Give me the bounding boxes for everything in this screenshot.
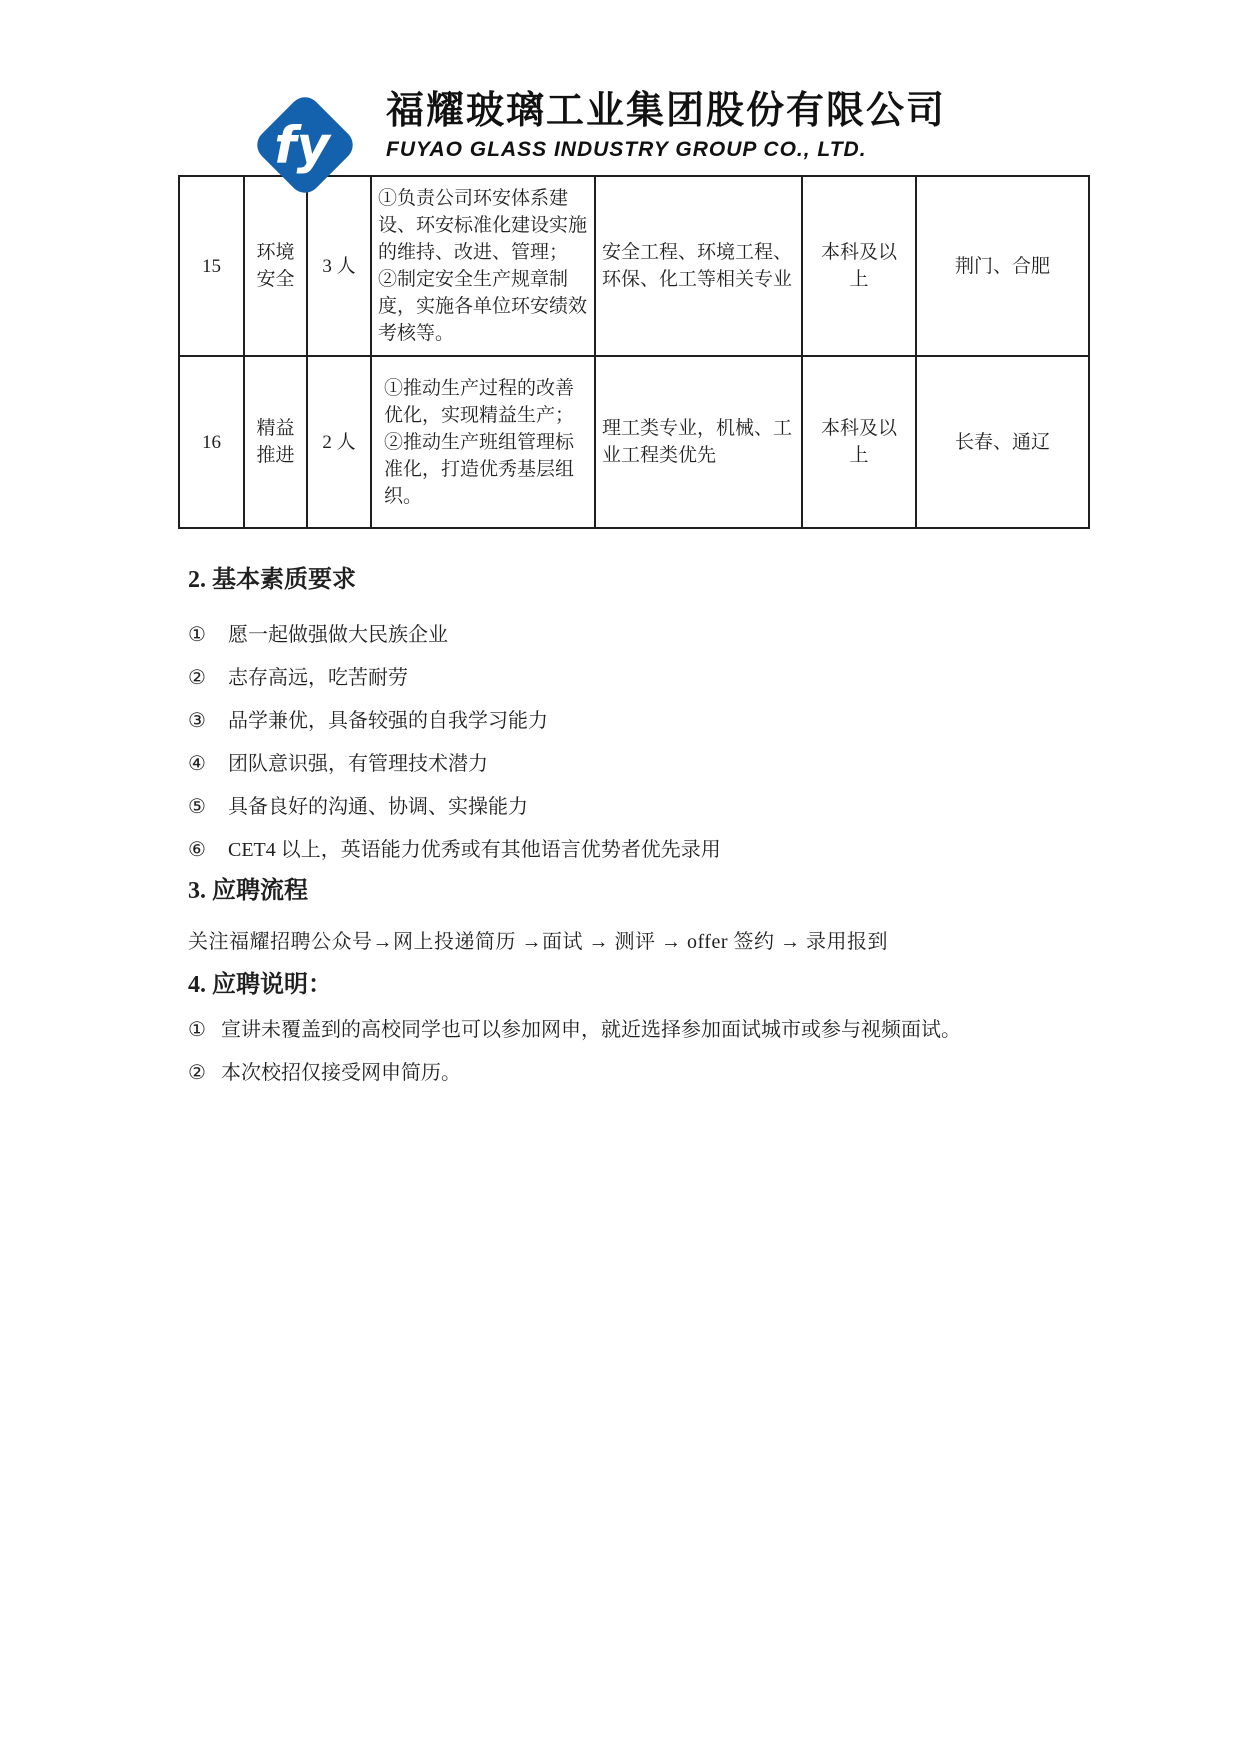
job-table xyxy=(178,175,1090,529)
list-item-text: 本次校招仅接受网申简历。 xyxy=(221,1062,461,1084)
note-item xyxy=(188,1016,1048,1044)
list-item-text: 品学兼优，具备较强的自我学习能力 xyxy=(228,710,548,732)
list-item-text: CET4 以上，英语能力优秀或有其他语言优势者优先录用 xyxy=(228,839,721,861)
application-flow-text: 关注福耀招聘公众号→网上投递简历 →面试 → 测评 → offer 签约 → 录用报到 xyxy=(188,931,888,953)
logo-monogram: fy xyxy=(274,116,330,176)
list-item-text: 志存高远，吃苦耐劳 xyxy=(228,667,408,689)
duty-paragraph: ②制定安全生产规章制度，实施各单位环安绩效考核等。 xyxy=(378,269,588,344)
list-item-marker: ① xyxy=(188,624,206,646)
cell-headcount: 2 人 xyxy=(307,356,371,528)
company-name-en: FUYAO GLASS INDUSTRY GROUP CO., LTD. xyxy=(386,137,867,161)
cell-position: 精益推进 xyxy=(244,356,307,528)
cell-headcount: 3 人 xyxy=(307,176,371,356)
fuyao-logo-icon xyxy=(246,84,364,206)
quality-item xyxy=(188,664,1048,692)
quality-item xyxy=(188,836,1048,864)
list-item-marker: ⑥ xyxy=(188,839,206,861)
document-body xyxy=(188,545,1048,1087)
company-name-block xyxy=(386,84,946,162)
section-process-heading: 3. 应聘流程 xyxy=(188,878,308,904)
list-item-marker: ⑤ xyxy=(188,796,206,818)
company-header xyxy=(246,84,946,206)
duty-paragraph: ①负责公司环安体系建设、环安标准化建设实施的维持、改进、管理； xyxy=(378,188,588,263)
cell-index: 15 xyxy=(179,176,244,356)
list-item-marker: ② xyxy=(188,667,206,689)
list-item-marker: ③ xyxy=(188,710,206,732)
note-item xyxy=(188,1059,1048,1087)
list-item-text: 愿一起做强做大民族企业 xyxy=(228,624,448,646)
cell-location: 荆门、合肥 xyxy=(916,176,1089,356)
list-item-text: 宣讲未覆盖到的高校同学也可以参加网申，就近选择参加面试城市或参与视频面试。 xyxy=(221,1019,961,1041)
quality-item xyxy=(188,707,1048,735)
list-item-text: 具备良好的沟通、协调、实操能力 xyxy=(228,796,528,818)
cell-position: 环境安全 xyxy=(244,176,307,356)
duty-paragraph: ①推动生产过程的改善优化，实现精益生产； xyxy=(384,377,575,426)
cell-major: 安全工程、环境工程、环保、化工等相关专业 xyxy=(595,176,802,356)
quality-item xyxy=(188,621,1048,649)
company-name-zh: 福耀玻璃工业集团股份有限公司 xyxy=(386,90,947,132)
list-item-marker: ① xyxy=(188,1019,206,1041)
duty-paragraph: ②推动生产班组管理标准化，打造优秀基层组织。 xyxy=(384,431,575,507)
cell-index: 16 xyxy=(179,356,244,528)
quality-item xyxy=(188,750,1048,778)
cell-education: 本科及以上 xyxy=(802,176,916,356)
cell-education: 本科及以上 xyxy=(802,356,916,528)
list-item-marker: ② xyxy=(188,1062,206,1084)
section-notes-heading: 4. 应聘说明： xyxy=(188,972,332,998)
cell-location: 长春、通辽 xyxy=(916,356,1089,528)
quality-item xyxy=(188,793,1048,821)
list-item-text: 团队意识强，有管理技术潜力 xyxy=(228,753,488,775)
list-item-marker: ④ xyxy=(188,753,206,775)
section-quality-heading: 2. 基本素质要求 xyxy=(188,567,356,593)
cell-major: 理工类专业，机械、工业工程类优先 xyxy=(595,356,802,528)
cell-duties xyxy=(371,356,595,528)
table-row xyxy=(179,356,1089,528)
